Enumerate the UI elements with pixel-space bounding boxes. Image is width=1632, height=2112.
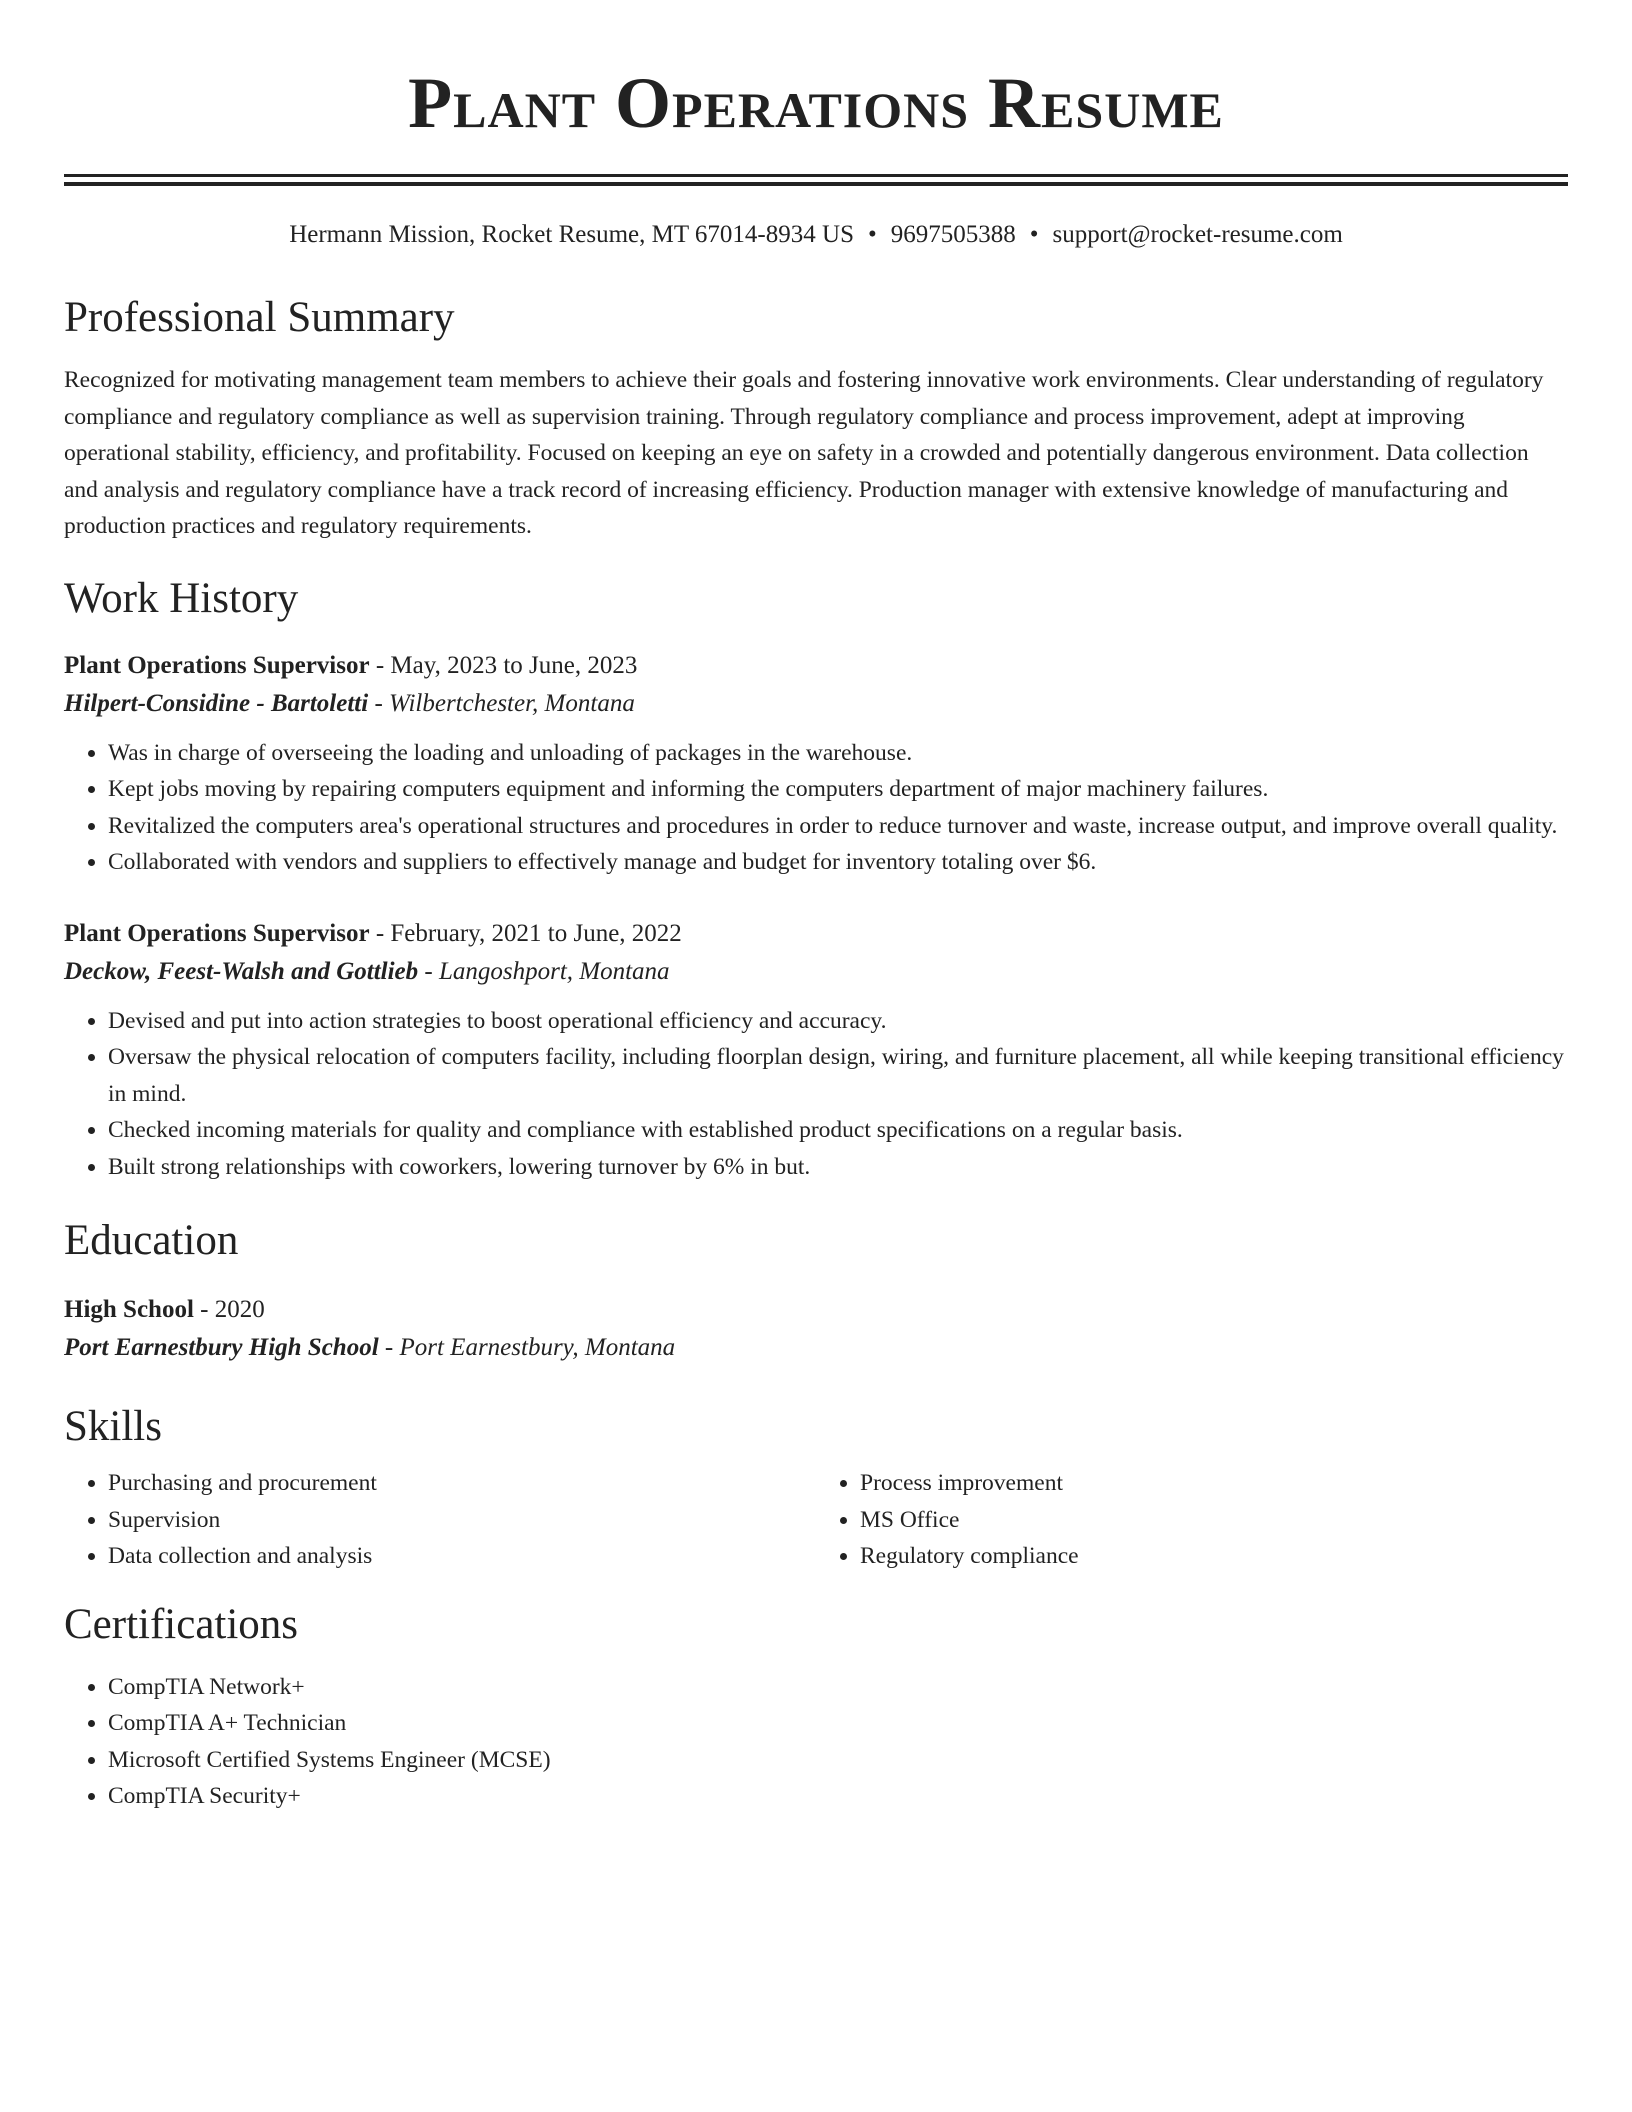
list-item: • Microsoft Certified Systems Engineer (MCSE) [108, 1742, 1568, 1779]
list-item: • Supervision [108, 1502, 816, 1539]
contact-email: support@rocket-resume.com [1052, 221, 1343, 248]
title-divider [64, 174, 1568, 186]
certifications-section [64, 1669, 1568, 1815]
list-item: • Revitalized the computers area's operational structures and procedures in order to reduce turnover and waste, increase output, and improve overall quality. [108, 808, 1568, 845]
list-item: • Purchasing and procurement [108, 1465, 816, 1502]
company-location: - Langoshport, Montana [418, 957, 670, 985]
company-location: - Wilbertchester, Montana [368, 689, 635, 717]
certifications-list [64, 1669, 1568, 1815]
school-location: - Port Earnestbury, Montana [378, 1334, 676, 1361]
job-entry [64, 647, 1568, 881]
contact-separator: • [1029, 221, 1039, 248]
job-bullets [64, 1003, 1568, 1186]
list-item: • MS Office [860, 1502, 1568, 1539]
job-bullets [64, 735, 1568, 881]
list-item: • Checked incoming materials for quality and compliance with established product specifications on a regular basis. [108, 1112, 1568, 1149]
job-title: Plant Operations Supervisor [64, 651, 370, 679]
list-item: • CompTIA A+ Technician [108, 1705, 1568, 1742]
list-item: • CompTIA Network+ [108, 1669, 1568, 1706]
summary-heading: Professional Summary [64, 294, 455, 341]
job-entry [64, 915, 1568, 1186]
degree-line [64, 1291, 1568, 1329]
list-item: • Built strong relationships with coworkers, lowering turnover by 6% in but. [108, 1149, 1568, 1186]
skills-columns [64, 1465, 1568, 1575]
job-dates: - February, 2021 to June, 2022 [369, 919, 682, 947]
list-item: • Was in charge of overseeing the loading and unloading of packages in the warehouse. [108, 735, 1568, 772]
company-line [64, 953, 1568, 991]
list-item: • Regulatory compliance [860, 1538, 1568, 1575]
degree: High School [64, 1296, 194, 1323]
list-item: • CompTIA Security+ [108, 1778, 1568, 1815]
certifications-heading: Certifications [64, 1600, 299, 1648]
company-name: Hilpert-Considine - Bartoletti [64, 689, 369, 717]
work-history-heading: Work History [64, 574, 299, 622]
company-line [64, 685, 1568, 723]
job-title: Plant Operations Supervisor [64, 919, 370, 947]
list-item: • Data collection and analysis [108, 1538, 816, 1575]
list-item: • Oversaw the physical relocation of computers facility, including floorplan design, wiring, and furniture placement, all while keeping transitional efficiency in mind. [108, 1039, 1568, 1112]
education-heading: Education [64, 1217, 239, 1264]
company-name: Deckow, Feest-Walsh and Gottlieb [64, 957, 419, 985]
contact-separator: • [867, 221, 877, 248]
list-item: • Collaborated with vendors and suppliers to effectively manage and budget for inventory totaling over $6. [108, 844, 1568, 881]
list-item: • Devised and put into action strategies to boost operational efficiency and accuracy. [108, 1003, 1568, 1040]
school-name: Port Earnestbury High School [64, 1334, 379, 1361]
job-dates: - May, 2023 to June, 2023 [369, 651, 638, 679]
education-entry [64, 1291, 1568, 1367]
skills-left-list [64, 1465, 816, 1575]
page-title: Plant Operations Resume [408, 63, 1224, 143]
resume-page [64, 0, 1568, 1815]
skills-right-list [816, 1465, 1568, 1575]
contact-line [64, 218, 1568, 252]
contact-phone: 9697505388 [890, 221, 1016, 248]
graduation-year: - 2020 [193, 1296, 265, 1323]
list-item: • Process improvement [860, 1465, 1568, 1502]
job-title-line [64, 647, 1568, 685]
summary-text: Recognized for motivating management team members to achieve their goals and fostering innovative work environments. Clear understanding of regulatory compliance and regulatory compliance as well as supervision training. Through regulatory compliance and process improvement, adept at improving operational stability, efficiency, and profitability. Focused on keeping an eye on safety in a crowded and potentially dangerous environment. Data collection and analysis and regulatory compliance have a track record of increasing efficiency. Production manager with extensive knowledge of manufacturing and production practices and regulatory requirements. [64, 367, 1544, 539]
contact-address: Hermann Mission, Rocket Resume, MT 67014-8934 US [289, 221, 854, 248]
school-line [64, 1329, 1568, 1367]
skills-heading: Skills [64, 1403, 162, 1450]
list-item: • Kept jobs moving by repairing computers equipment and informing the computers department of major machinery failures. [108, 771, 1568, 808]
job-title-line [64, 915, 1568, 953]
